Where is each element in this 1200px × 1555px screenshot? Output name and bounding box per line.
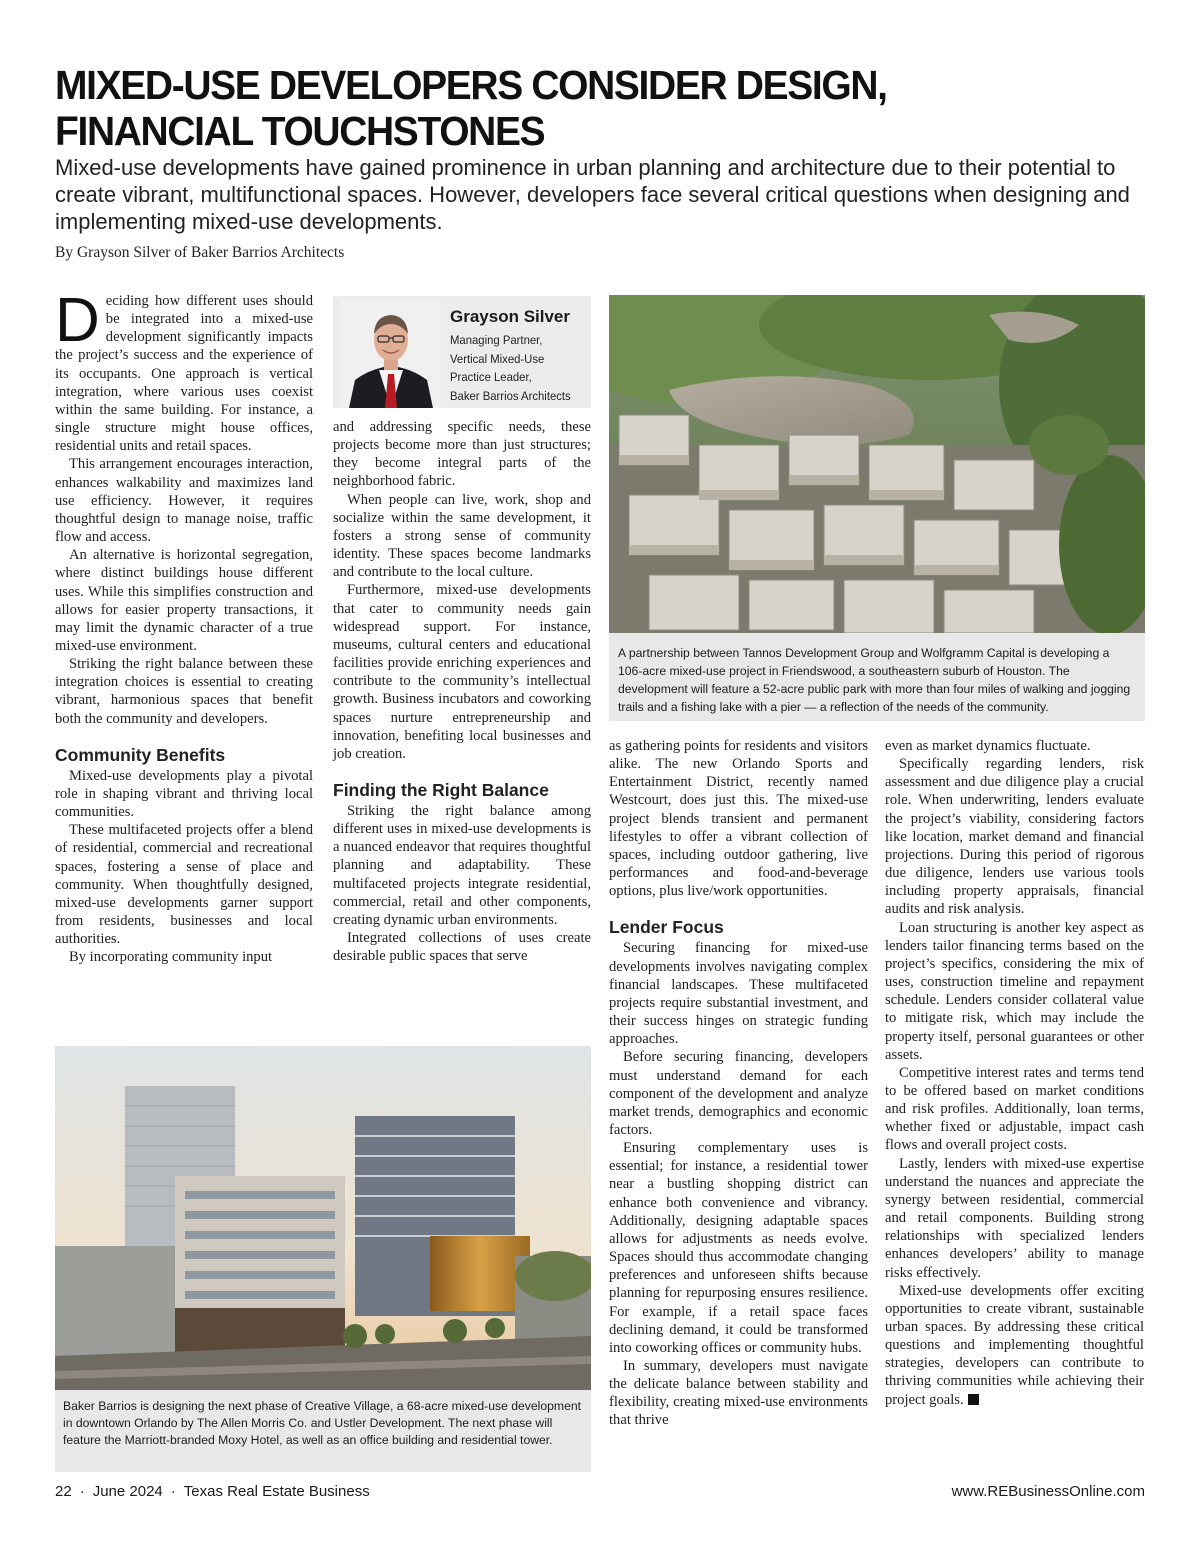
article-headline bbox=[55, 62, 1100, 154]
author-title bbox=[450, 331, 579, 405]
paragraph bbox=[55, 286, 313, 455]
issue-date: June 2024 bbox=[92, 1483, 163, 1500]
author-name: Grayson Silver bbox=[450, 307, 571, 326]
author-title-line: Baker Barrios Architects bbox=[450, 388, 571, 403]
body-column-4 bbox=[885, 737, 1144, 1409]
drop-cap: D bbox=[55, 286, 100, 355]
body-column-2 bbox=[333, 418, 591, 965]
paragraph: When people can live, work, shop and socialize within the same development, it fosters a strong sense of community identity. These spaces become landmarks and contribute to the local culture. bbox=[333, 491, 591, 581]
article-deck: Mixed-use developments have gained prominence in urban planning and architecture due to their potential to create vibrant, multifunctional spaces. However, developers face several critical questions when designing and implementing mixed-use developments. bbox=[55, 155, 1130, 234]
paragraph: Lastly, lenders with mixed-use expertise understand the nuances and appreciate the synergy between residential, commercial and retail components. Building strong relationships with specialized lenders enhances developers’ ability to manage risks effectively. bbox=[885, 1155, 1144, 1281]
paragraph: Striking the right balance between these integration choices is essential to creating vibrant, harmonious spaces that benefit both the community and developers. bbox=[55, 656, 313, 727]
publication-name: Texas Real Estate Business bbox=[183, 1483, 370, 1500]
article-byline: By Grayson Silver of Baker Barrios Architects bbox=[55, 244, 345, 261]
author-title-line: Managing Partner, bbox=[450, 333, 543, 347]
friendswood-caption: A partnership between Tannos Development Group and Wolfgramm Capital is developing a 106-acre mixed-use project in Friendswood, a southeastern suburb of Houston. The development will feature a 52-acre public park with more than four miles of walking and jogging trails and a fishing lake with a pier — a reflection of the needs of the community. bbox=[609, 633, 1145, 721]
subhead-lender-focus: Lender Focus bbox=[609, 917, 724, 938]
creative-village-rendering bbox=[55, 1046, 591, 1390]
friendswood-aerial-photo bbox=[609, 295, 1145, 633]
paragraph: Integrated collections of uses create desirable public spaces that serve bbox=[333, 930, 591, 965]
paragraph: By incorporating community input bbox=[69, 949, 273, 966]
paragraph: In summary, developers must navigate the delicate balance between stability and flexibility, creating mixed-use environments that thrive bbox=[609, 1358, 868, 1429]
paragraph: as gathering points for residents and visitors alike. The new Orlando Sports and Entertainment District, recently named Westcourt, does just this. The mixed-use project blends transient and permanent lifestyles to offer a vibrant collection of spaces, including outdoor gathering, live performances and food-and-beverage options, plus live/work opportunities. bbox=[609, 738, 868, 900]
paragraph: even as market dynamics fluctuate. bbox=[885, 738, 1091, 754]
paragraph: Competitive interest rates and terms tend to be offered based on market conditions and risk profiles. Additionally, loan terms, whether fixed or adjustable, impact cash flows and overall project costs. bbox=[885, 1064, 1144, 1154]
separator: · bbox=[170, 1483, 176, 1500]
paragraph: Before securing financing, developers must understand demand for each component of the development and analyze market trends, demographics and economic factors. bbox=[609, 1049, 868, 1138]
separator: · bbox=[79, 1483, 85, 1500]
subhead-finding-balance: Finding the Right Balance bbox=[333, 779, 549, 800]
end-mark-icon bbox=[968, 1394, 979, 1405]
paragraph: Ensuring complementary uses is essential; for instance, a residential tower near a bustling shopping district can enhance both convenience and vibrancy. Additionally, designing adaptable spaces allows for adjustments as needs evolve. Spaces should thus accommodate changing preferences and unforeseen shifts because planning for repurposing ensures resilience. For example, if a retail space faces declining demand, it could be transformed into coworking offices or community hubs. bbox=[609, 1140, 868, 1356]
paragraph: Mixed-use developments play a pivotal role in shaping vibrant and thriving local communities. bbox=[55, 767, 313, 821]
author-title-line: Vertical Mixed-Use bbox=[450, 351, 545, 366]
page-number: 22 bbox=[55, 1483, 72, 1500]
paragraph: These multifaceted projects offer a blend of residential, commercial and recreational spaces, fostering a sense of place and community. When thoughtfully designed, mixed-use developments garner support from residents, businesses and local authorities. bbox=[55, 822, 313, 948]
paragraph: Furthermore, mixed-use developments that cater to community needs gain widespread support. For instance, museums, cultural centers and educational facilities provide enriching experiences and contribute to the community’s intellectual growth. Business incubators and coworking spaces nurture entrepreneurship and innovation, benefiting local businesses and job creation. bbox=[333, 582, 591, 762]
paragraph: Loan structuring is another key aspect as lenders tailor financing terms based on the project’s specifics, considering the mix of uses, construction timeline and repayment schedule. Lenders consider collateral value to mitigate risk, which may include the property itself, personal guarantees or other assets. bbox=[885, 919, 1144, 1063]
paragraph: Specifically regarding lenders, risk assessment and due diligence play a crucial role. When underwriting, lenders evaluate the project’s viability, considering factors like location, market demand and financial projections. During this period of rigorous due diligence, lenders use various tools including property appraisals, financial audits and risk analysis. bbox=[885, 756, 1144, 918]
paragraph bbox=[885, 1282, 1144, 1409]
paragraph: An alternative is horizontal segregation, where distinct buildings house different uses. While this simplifies construction and allows for easier property transactions, it may limit the dynamic character of a true mixed-use environment. bbox=[55, 547, 313, 654]
paragraph-text: eciding how different uses should be integrated into a mixed-use development significantly impacts the project’s success and the experience of its occupants. One approach is vertical integration, where various uses coexist within the same building. For instance, a single structure might house offices, residential units and retail spaces. bbox=[55, 293, 313, 455]
paragraph: Securing financing for mixed-use developments involves navigating complex financial landscapes. These multifaceted projects require substantial investment, and their success hinges on strategic funding approaches. bbox=[609, 940, 868, 1048]
paragraph: and addressing specific needs, these projects become more than just structures; they become integral parts of the neighborhood fabric. bbox=[333, 419, 591, 490]
body-column-1 bbox=[55, 286, 313, 966]
paragraph: This arrangement encourages interaction, enhances walkability and maximizes land use efficiency. However, it requires thoughtful design to manage noise, traffic flow and access. bbox=[55, 456, 313, 546]
subhead-community-benefits: Community Benefits bbox=[55, 744, 226, 765]
author-headshot bbox=[341, 300, 441, 408]
creative-village-caption: Baker Barrios is designing the next phase of Creative Village, a 68-acre mixed-use development in downtown Orlando by The Allen Morris Co. and Ustler Development. The next phase will feature the Marriott-branded Moxy Hotel, as well as an office building and residential tower. bbox=[55, 1390, 591, 1472]
author-box bbox=[333, 296, 591, 408]
headline-line-1: MIXED-USE DEVELOPERS CONSIDER DESIGN, bbox=[55, 62, 887, 108]
headline-line-2: FINANCIAL TOUCHSTONES bbox=[55, 108, 545, 154]
footer-folio bbox=[55, 1483, 370, 1500]
body-column-3 bbox=[609, 737, 868, 1430]
paragraph: Striking the right balance among different uses in mixed-use developments is a nuanced endeavor that requires thoughtful planning and adaptability. These multifaceted projects integrate residential, commercial, retail and other components, creating dynamic urban environments. bbox=[333, 802, 591, 928]
author-title-line: Practice Leader, bbox=[450, 370, 532, 384]
website-link[interactable]: www.REBusinessOnline.com bbox=[951, 1483, 1145, 1500]
paragraph-text: Mixed-use developments offer exciting opportunities to create vibrant, sustainable urban spaces. By addressing these critical questions and implementing thoughtful strategies, developers can contribute to thriving communities while achieving their project goals. bbox=[885, 1282, 1144, 1408]
